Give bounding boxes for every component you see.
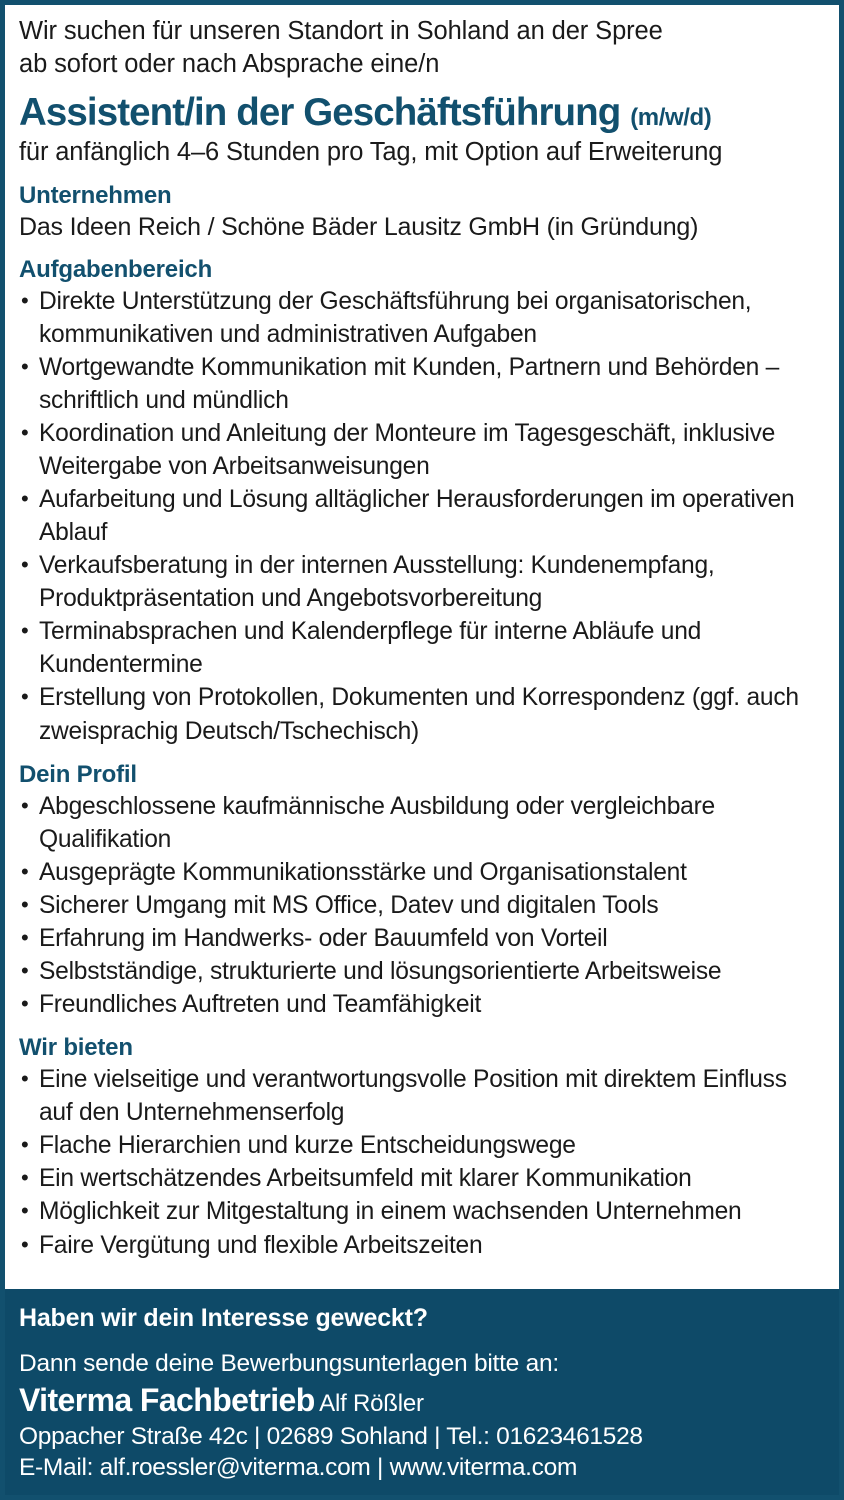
profile-list [19, 790, 825, 1022]
list-item: • Verkaufsberatung in der internen Ausstellung: Kundenempfang, Produktpräsentation und Angebotsvorbereitung [19, 549, 825, 615]
intro-line-1: Wir suchen für unseren Standort in Sohland an der Spree [19, 17, 663, 45]
list-item: • Ein wertschätzendes Arbeitsumfeld mit klarer Kommunikation [19, 1162, 825, 1195]
list-item: • Erfahrung im Handwerks- oder Bauumfeld von Vorteil [19, 922, 825, 955]
list-item: • Möglichkeit zur Mitgestaltung in einem wachsenden Unternehmen [19, 1195, 825, 1228]
section-heading-profile: Dein Profil [19, 760, 137, 788]
footer-hook-text: Haben wir dein Interesse geweckt? [19, 1304, 428, 1333]
list-item: • Direkte Unterstützung der Geschäftsführung bei organisatorischen, kommunikativen und administrativen Aufgaben [19, 285, 825, 351]
list-item: • Ausgeprägte Kommunikationsstärke und Organisationstalent [19, 856, 825, 889]
list-item: • Sicherer Umgang mit MS Office, Datev und digitalen Tools [19, 889, 825, 922]
section-heading-company: Unternehmen [19, 181, 172, 209]
footer-contact-person: Alf Rößler [319, 1390, 424, 1418]
tasks-list [19, 285, 825, 748]
list-item: • Eine vielseitige und verantwortungsvolle Position mit direktem Einfluss auf den Unternehmenserfolg [19, 1063, 825, 1129]
offer-list [19, 1063, 825, 1261]
intro-text [19, 15, 825, 81]
list-item: • Abgeschlossene kaufmännische Ausbildung oder vergleichbare Qualifikation [19, 790, 825, 856]
intro-line-2: ab sofort oder nach Absprache eine/n [19, 50, 440, 79]
footer-address: Oppacher Straße 42c | 02689 Sohland | Tel.: 01623461528 [19, 1423, 643, 1451]
footer-company-name: Viterma Fachbetrieb [19, 1382, 315, 1419]
advertisement-body [5, 5, 839, 1289]
job-subtitle: für anfänglich 4–6 Stunden pro Tag, mit Option auf Erweiterung [19, 138, 723, 167]
list-item: • Erstellung von Protokollen, Dokumenten und Korrespondenz (ggf. auch zweisprachig Deutsch/Tschechisch) [19, 681, 825, 747]
list-item: • Wortgewandte Kommunikation mit Kunden, Partnern und Behörden – schriftlich und mündlich [19, 351, 825, 417]
list-item: • Koordination und Anleitung der Monteure im Tagesgeschäft, inklusive Weitergabe von Arbeitsanweisungen [19, 417, 825, 483]
list-item: • Faire Vergütung und flexible Arbeitszeiten [19, 1229, 825, 1262]
section-heading-offer: Wir bieten [19, 1034, 133, 1062]
job-title-main: Assistent/in der Geschäftsführung [19, 91, 621, 135]
footer-company-line [19, 1382, 825, 1419]
job-title-gender-suffix: (m/w/d) [630, 104, 712, 132]
list-item: • Terminabsprachen und Kalenderpflege für interne Abläufe und Kundentermine [19, 615, 825, 681]
contact-footer [5, 1289, 839, 1495]
company-description: Das Ideen Reich / Schöne Bäder Lausitz GmbH (in Gründung) [19, 212, 699, 241]
section-heading-tasks: Aufgabenbereich [19, 255, 213, 283]
list-item: • Aufarbeitung und Lösung alltäglicher Herausforderungen im operativen Ablauf [19, 483, 825, 549]
list-item: • Flache Hierarchien und kurze Entscheidungswege [19, 1129, 825, 1162]
footer-email-website: E-Mail: alf.roessler@viterma.com | www.viterma.com [19, 1453, 578, 1481]
list-item: • Selbstständige, strukturierte und lösungsorientierte Arbeitsweise [19, 955, 825, 988]
list-item: • Freundliches Auftreten und Teamfähigkeit [19, 988, 825, 1021]
job-title [19, 91, 825, 134]
footer-application-instruction: Dann sende deine Bewerbungsunterlagen bitte an: [19, 1350, 559, 1378]
